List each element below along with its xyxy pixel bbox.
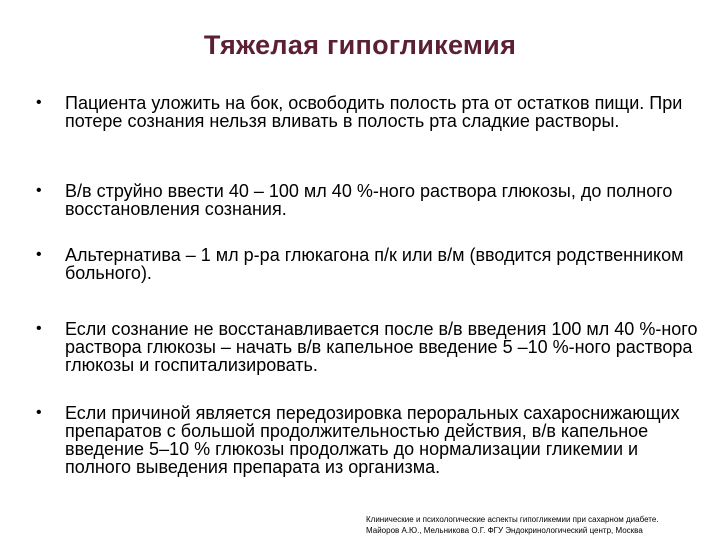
source-citation [366,514,711,536]
bullet-text: Если сознание не восстанавливается после в/в введения 100 мл 40 %-ного раствора глюкозы – начать в/в капельное введение 5 –10 %-ного раствора глюкозы и госпитализировать. [65,319,698,375]
bullet-text: Если причиной является передозировка пероральных сахароснижающих препаратов с большой продолжительностью действия, в/в капельное введение 5–10 % глюкозы продолжать до нормализации гликемии и полного выведения препарата из организма. [65,403,680,477]
bullet-marker: • [36,404,42,421]
bullet-item [32,94,704,130]
slide-title: Тяжелая гипогликемия [203,30,517,60]
bullet-marker: • [36,320,42,337]
bullet-text: В/в струйно ввести 40 – 100 мл 40 %-ного раствора глюкозы, до полного восстановления сознания. [65,181,673,219]
bullet-marker: • [36,246,42,263]
bullet-item [32,182,704,218]
bullet-marker: • [36,94,42,111]
bullet-item [32,320,704,374]
bullet-item [32,246,704,282]
citation-line-1: Клинические и психологические аспекты гипогликемии при сахарном диабете. [366,515,659,524]
bullet-item [32,404,704,476]
citation-line-2: Майоров А.Ю., Мельникова О.Г. ФГУ Эндокринологический центр, Москва [366,526,643,535]
bullet-marker: • [36,182,42,199]
bullet-text: Альтернатива – 1 мл р-ра глюкагона п/к или в/м (вводится родственником больного). [65,245,684,283]
bullet-text: Пациента уложить на бок, освободить полость рта от остатков пищи. При потере сознания нельзя вливать в полость рта сладкие растворы. [65,93,683,131]
